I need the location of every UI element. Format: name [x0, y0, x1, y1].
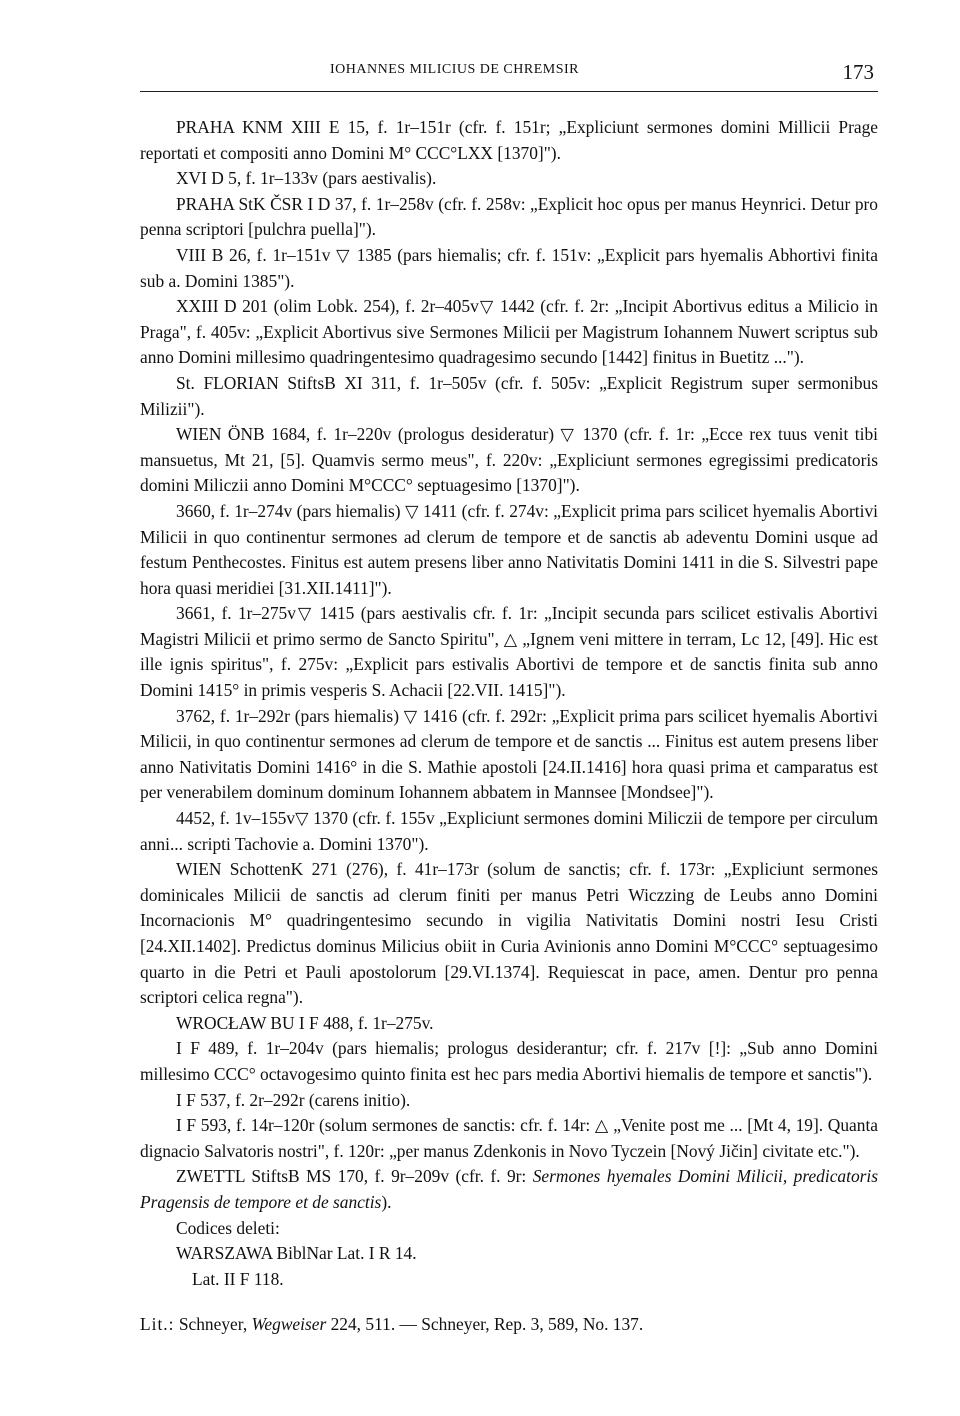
deleted-codex: Lat. II F 118.: [192, 1268, 284, 1289]
paragraph: XVI D 5, f. 1r–133v (pars aestivalis).: [176, 168, 437, 189]
running-head-title: IOHANNES MILICIUS DE CHREMSIR: [330, 62, 580, 77]
paragraph: WROCŁAW BU I F 488, f. 1r–275v.: [176, 1012, 434, 1033]
paragraph: I F 593, f. 14r–120r (solum sermones de sanctis: cfr. f. 14r: △ „Venite post me ... [Mt 4, 19]. Quanta dignacio Salvatoris nostri", f. 120r: „per manus Zdenkonis in Novo Tyczein [Nový Jičin] civitate etc.").: [140, 1115, 878, 1161]
paragraph: XXIII D 201 (olim Lobk. 254), f. 2r–405v▽ 1442 (cfr. f. 2r: „Incipit Abortivus editus a Milicio in Praga", f. 405v: „Explicit Abortivus sive Sermones Milicii per Magistrum Iohannem Nuwert scriptus sub anno Domini millesimo quadringentesimo quadragesimo secundo [1442] finitus in Buetitz ...").: [140, 296, 878, 368]
paragraph: WIEN ÖNB 1684, f. 1r–220v (prologus desideratur) ▽ 1370 (cfr. f. 1r: „Ecce rex tuus venit tibi mansuetus, Mt 21, [5]. Quamvis sermo meus", f. 220v: „Expliciunt sermones egregissimi predicatoris domini Miliczii anno Domini M°CCC° septuagesimo [1370]").: [140, 424, 878, 496]
paragraph: I F 489, f. 1r–204v (pars hiemalis; prologus desiderantur; cfr. f. 217v [!]: „Sub anno Domini millesimo CCC° octavogesimo quinto finita est hec pars media Abortivi hiemalis de tempore et sanctis").: [140, 1038, 878, 1084]
paragraph: WIEN SchottenK 271 (276), f. 41r–173r (solum de sanctis; cfr. f. 173r: „Expliciunt sermones dominicales Milicii de sanctis ad clerum finiti per manus Petri Wiczzing de Leubs anno Domini Incornacionis M° quadringentesimo secundo in vigilia Nativitatis Domini nostri Iesu Cristi [24.XII.1402]. Predictus dominus Milicius obiit in Curia Avinionis anno Domini M°CCC° septuagesimo quarto in die Petri et Pauli apostolorum [29.VI.1374]. Requiescat in pace, amen. Dentur pro penna scriptori celica regna").: [140, 859, 878, 1008]
paragraph: PRAHA StK ČSR I D 37, f. 1r–258v (cfr. f. 258v: „Explicit hoc opus per manus Heynrici. Detur pro penna scriptori [pulchra puella]").: [140, 193, 878, 240]
paragraph: 3762, f. 1r–292r (pars hiemalis) ▽ 1416 (cfr. f. 292r: „Explicit prima pars scilicet hyemalis Abortivi Milicii, in quo continentur sermones ad clerum de tempore et de sanctis ... Finitus est autem presens liber anno Nativitatis Domini 1416° in die S. Mathie apostoli [24.II.1416] hora quasi prima et camparatus est per venerabilem dominum dominum Iohannem abbatem in Mannsee [Mondsee]").: [140, 705, 878, 803]
literature-label: Lit.:: [140, 1314, 175, 1335]
deleted-codices-heading: Codices deleti:: [176, 1217, 280, 1238]
literature-italic: Wegweiser: [251, 1314, 327, 1335]
paragraph: 3661, f. 1r–275v▽ 1415 (pars aestivalis cfr. f. 1r: „Incipit secunda pars scilicet estivalis Abortivi Magistri Milicii et primo sermo de Sancto Spiritu", △ „Ignem veni mittere in terram, Lc 12, [49]. Hic est ille ignis spiritus", f. 275v: „Explicit pars estivalis Abortivi de tempore et de sanctis finita sub anno Domini 1415° in primis vesperis S. Achacii [22.VII. 1415]").: [140, 603, 878, 701]
running-head: [140, 60, 878, 90]
paragraph: 3660, f. 1r–274v (pars hiemalis) ▽ 1411 (cfr. f. 274v: „Explicit prima pars scilicet hyemalis Abortivi Milicii in quo continentur sermones ad clerum de tempore et de sanctis ab adeventu Domini usque ad festum Penthecostes. Finitus est autem presens liber anno Nativitatis Domini 1411 in die S. Silvestri pape hora quasi meridiei [31.XII.1411]").: [140, 500, 878, 598]
paragraph: PRAHA KNM XIII E 15, f. 1r–151r (cfr. f. 151r; „Expliciunt sermones domini Millicii Prage reportati et compositi anno Domini M° CCC°LXX [1370]").: [140, 117, 878, 163]
zwettl-prefix: ZWETTL StiftsB MS 170, f. 9r–209v (cfr. f. 9r:: [176, 1166, 533, 1187]
body-text: [140, 115, 878, 1338]
literature-part1: Schneyer,: [174, 1314, 252, 1335]
paragraph: VIII B 26, f. 1r–151v ▽ 1385 (pars hiemalis; cfr. f. 151v: „Explicit pars hyemalis Abhortivi finita sub a. Domini 1385").: [140, 244, 878, 291]
zwettl-paragraph: [140, 1164, 878, 1215]
deleted-codex: WARSZAWA BiblNar Lat. I R 14.: [176, 1243, 417, 1264]
paragraph: St. FLORIAN StiftsB XI 311, f. 1r–505v (cfr. f. 505v: „Explicit Registrum super sermonibus Milizii").: [140, 372, 878, 419]
paragraph: I F 537, f. 2r–292r (carens initio).: [176, 1089, 411, 1110]
zwettl-suffix: ).: [381, 1191, 392, 1212]
header-rule: [140, 91, 878, 92]
zwettl-italic-title: Sermones hyemales Domini Milicii, predicatoris Pragensis de tempore et de sanctis: [140, 1166, 879, 1212]
paragraph: 4452, f. 1v–155v▽ 1370 (cfr. f. 155v „Expliciunt sermones domini Miliczii de tempore per circulum anni... scripti Tachovie a. Domini 1370").: [140, 808, 878, 854]
literature-part2: 224, 511. — Schneyer, Rep. 3, 589, No. 137.: [326, 1314, 644, 1335]
literature-line: [140, 1312, 878, 1338]
page-number: 173: [842, 60, 874, 84]
